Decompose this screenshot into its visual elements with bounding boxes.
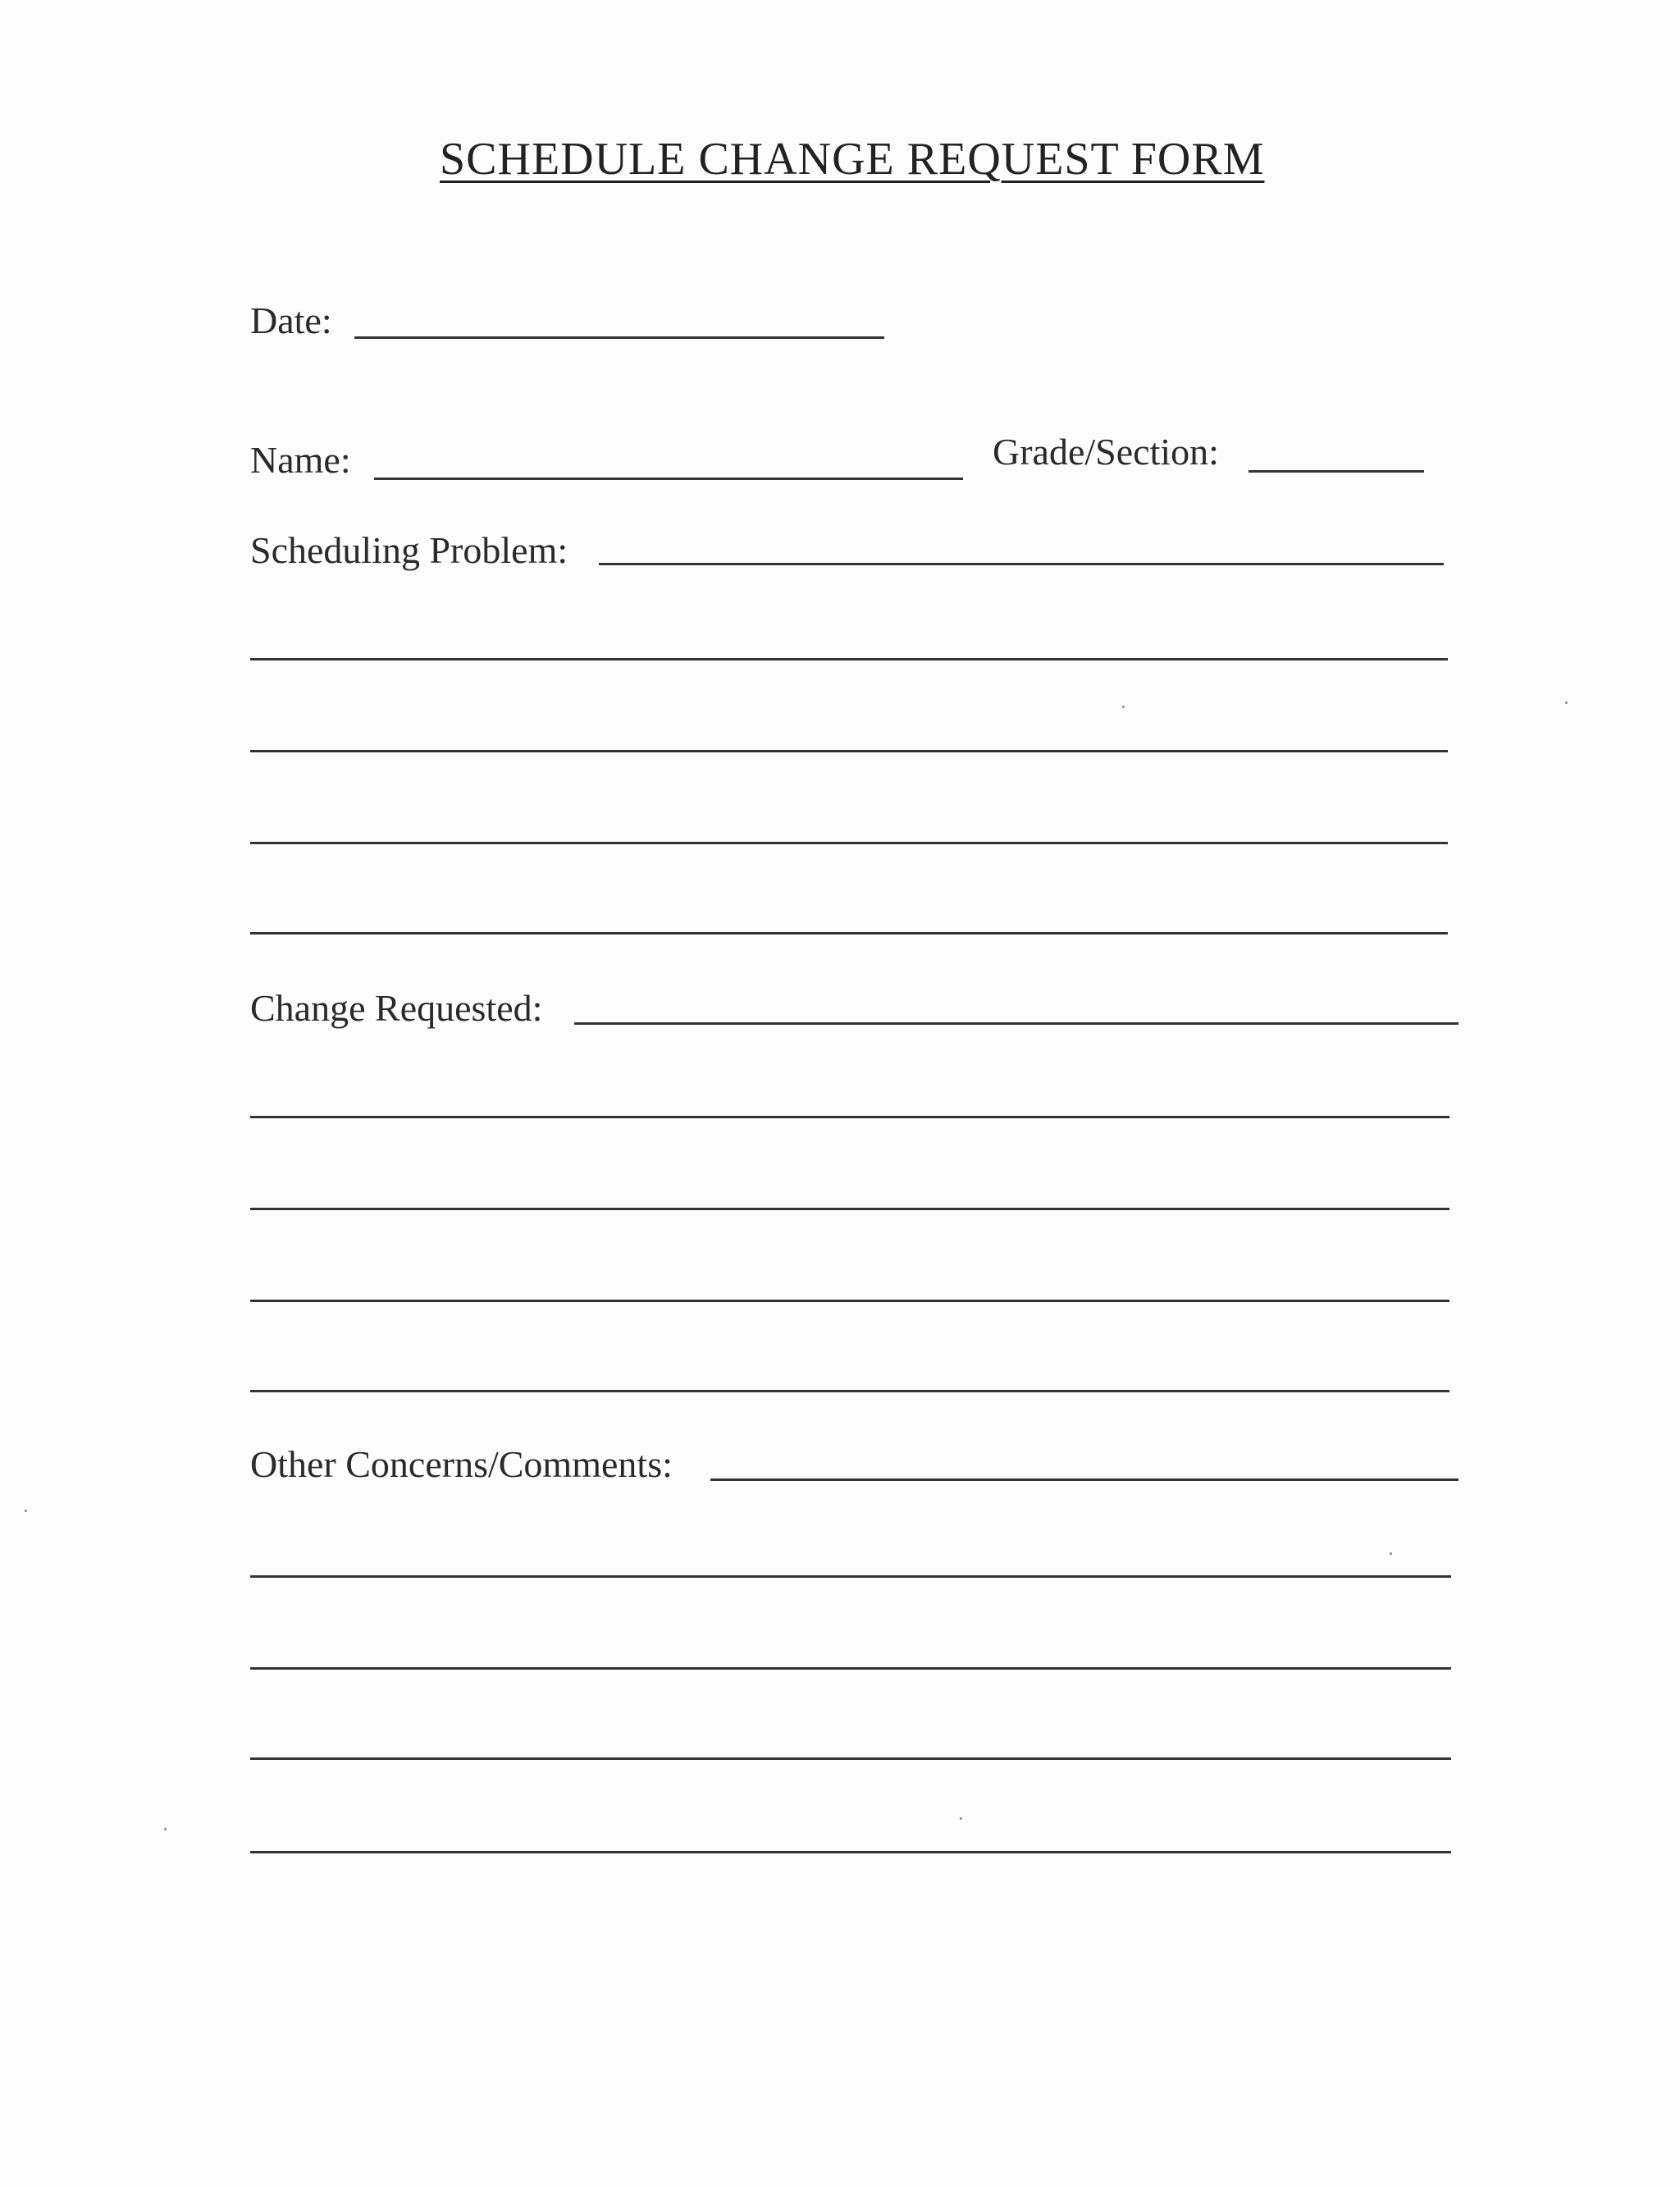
scheduling-problem-line-2[interactable] [250,658,1448,660]
scan-speck [1390,1552,1392,1555]
change-requested-line-5[interactable] [250,1390,1449,1392]
change-requested-line-4[interactable] [250,1300,1449,1302]
date-label: Date: [250,299,332,341]
other-concerns-field-line[interactable] [710,1478,1459,1481]
scan-speck [1565,701,1568,704]
other-concerns-line-4[interactable] [250,1757,1451,1760]
other-concerns-label: Other Concerns/Comments: [250,1443,673,1485]
scheduling-problem-field-line[interactable] [599,563,1444,565]
form-title: SCHEDULE CHANGE REQUEST FORM [440,134,1265,185]
change-requested-line-2[interactable] [250,1116,1449,1118]
other-concerns-line-5[interactable] [250,1851,1451,1853]
scan-speck [164,1828,167,1830]
scheduling-problem-line-5[interactable] [250,932,1448,935]
grade-section-field-line[interactable] [1249,470,1424,473]
change-requested-line-3[interactable] [250,1208,1449,1210]
scheduling-problem-line-4[interactable] [250,842,1448,844]
other-concerns-line-3[interactable] [250,1667,1451,1670]
grade-section-label: Grade/Section: [993,431,1219,473]
other-concerns-line-2[interactable] [250,1575,1451,1578]
name-field-line[interactable] [374,478,963,480]
scheduling-problem-label: Scheduling Problem: [250,529,568,571]
scan-speck [960,1817,962,1820]
scan-speck [25,1510,27,1512]
change-requested-label: Change Requested: [250,987,543,1029]
name-label: Name: [250,439,351,481]
change-requested-field-line[interactable] [574,1022,1459,1025]
scheduling-problem-line-3[interactable] [250,750,1448,752]
scan-speck [1122,706,1125,708]
date-field-line[interactable] [354,336,884,339]
